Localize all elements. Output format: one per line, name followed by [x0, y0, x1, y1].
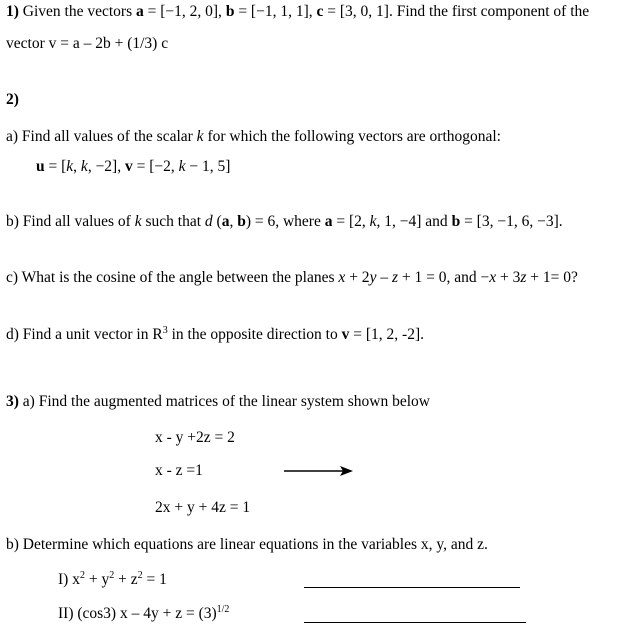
q2-number: 2): [6, 91, 19, 108]
q3a-text: a) Find the augmented matrices of the linear system shown below: [18, 393, 430, 410]
q2c-z1: z: [391, 269, 398, 286]
q2a-question: [6, 127, 501, 147]
q2d-t1: d) Find a unit vector in R: [6, 326, 163, 343]
q2b-t6: , 1, −4] and: [376, 213, 452, 230]
u-mid: ,: [73, 158, 81, 175]
u-k1: k: [66, 158, 74, 175]
eq-i-t2: + z: [114, 571, 138, 588]
vector-a-value: = [−1, 2, 0],: [143, 3, 226, 20]
vector-b-symbol: b: [225, 3, 235, 20]
equation-3: 2x + y + 4z = 1: [155, 499, 251, 516]
q2b-t4: ) = 6, where: [245, 213, 325, 230]
q2c-x1: x: [338, 269, 346, 286]
eq-i-t1: + y: [84, 571, 110, 588]
q2c-y1: y: [369, 269, 377, 286]
q2a-text-2: for which the following vectors are orthogonal:: [203, 128, 501, 145]
q2b-question: [6, 212, 563, 232]
v-open: = [−2,: [132, 158, 179, 175]
q2c-question: [6, 268, 578, 288]
q1-line-1: [6, 2, 589, 22]
q1-text: Given the vectors: [18, 3, 136, 20]
right-arrow-icon: [284, 464, 354, 478]
q2a-vectors: [36, 157, 230, 177]
q2d-sup: 3: [162, 325, 168, 336]
eq-i-s2: 2: [109, 570, 115, 581]
equation-1: x - y +2z = 2: [155, 429, 235, 446]
vector-u-symbol: u: [36, 158, 45, 175]
q2-heading: [6, 90, 19, 110]
q3a-question: [6, 392, 430, 412]
eq-ii-label: II) (cos3) x – 4y + z = (3): [58, 605, 217, 622]
q1-number: 1): [6, 3, 19, 20]
q2b-b1: b: [237, 213, 246, 230]
u-end: , −2],: [87, 158, 125, 175]
vector-c-value: = [3, 0, 1]. Find the first component of the: [323, 3, 590, 20]
q3b-question: b) Determine which equations are linear equations in the variables x, y, and z.: [6, 536, 488, 553]
q2b-t2: such that: [141, 213, 205, 230]
q2b-a1: a: [221, 213, 230, 230]
q2c-t6: + 1= 0?: [526, 269, 578, 286]
distance-d: d: [204, 213, 213, 230]
equation-i: [58, 570, 167, 590]
q2c-x2: x: [489, 269, 497, 286]
q1-line-2: vector v = a – 2b + (1/3) c: [6, 35, 169, 52]
q2b-t5: = [2,: [332, 213, 370, 230]
equation-2: x - z =1: [155, 462, 203, 479]
vector-c-symbol: c: [316, 3, 324, 20]
q2b-t3: (: [212, 213, 222, 230]
q2d-question: [6, 325, 424, 345]
q2c-t2: + 2: [345, 269, 370, 286]
eq-i-s1: 2: [79, 570, 85, 581]
q2c-t3: –: [376, 269, 392, 286]
v-end: − 1, 5]: [185, 158, 231, 175]
q2c-z2: z: [520, 269, 527, 286]
q2c-t5: + 3: [496, 269, 521, 286]
vector-b-value: = [−1, 1, 1],: [234, 3, 317, 20]
q2b-k: k: [134, 213, 142, 230]
q2c-t1: c) What is the cosine of the angle between the planes: [6, 269, 339, 286]
q2b-t1: b) Find all values of: [6, 213, 135, 230]
u-open: = [: [44, 158, 67, 175]
q2b-a2: a: [324, 213, 333, 230]
answer-blank-ii[interactable]: [304, 622, 526, 623]
q2d-t2: in the opposite direction to: [167, 326, 342, 343]
q2b-b2: b: [451, 213, 461, 230]
q3-number: 3): [6, 393, 19, 410]
q2d-v: v: [341, 326, 350, 343]
vector-a-symbol: a: [136, 3, 144, 20]
q2d-t3: = [1, 2, -2].: [349, 326, 424, 343]
eq-ii-sup: 1/2: [216, 604, 230, 615]
eq-i-s3: 2: [137, 570, 143, 581]
eq-i-label: I) x: [58, 571, 80, 588]
equation-ii: [58, 604, 229, 624]
vector-v-symbol: v: [124, 158, 133, 175]
answer-blank-i[interactable]: [304, 587, 520, 588]
q2a-text-1: a) Find all values of the scalar: [6, 128, 197, 145]
q2b-comma: ,: [229, 213, 238, 230]
scalar-k: k: [196, 128, 204, 145]
v-k: k: [178, 158, 186, 175]
q2b-k2: k: [369, 213, 377, 230]
eq-i-t3: = 1: [142, 571, 167, 588]
q2b-t7: = [3, −1, 6, −3].: [460, 213, 563, 230]
q2c-t4: + 1 = 0, and −: [398, 269, 490, 286]
u-k2: k: [80, 158, 88, 175]
